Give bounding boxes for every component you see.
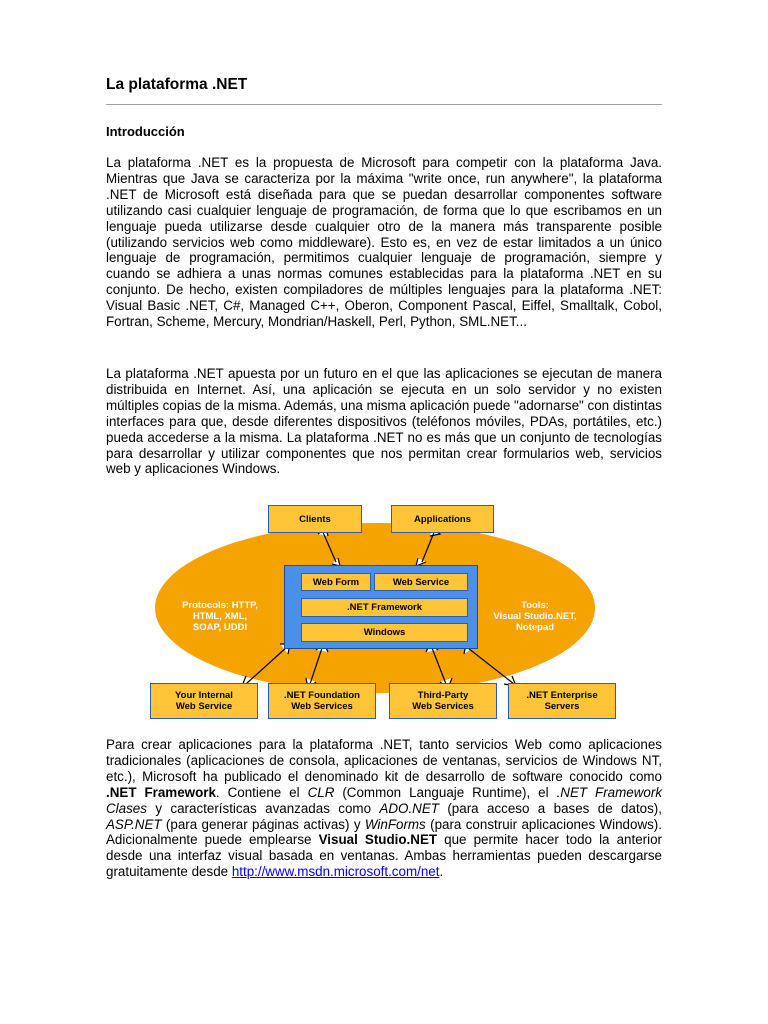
text-run: . Contiene el xyxy=(215,784,308,800)
net-framework-label: .NET Framework xyxy=(347,602,422,613)
title-divider xyxy=(106,104,662,105)
windows-box xyxy=(301,623,468,642)
enterprise-servers-box xyxy=(508,683,616,719)
text-run: (para construir aplicaciones Windows). Adicionalmente puede emplearse xyxy=(106,816,662,848)
clients-label: Clients xyxy=(299,513,331,525)
italic-clr: CLR xyxy=(307,784,335,800)
tools-line: Tools: xyxy=(521,600,549,611)
paragraph-distributed: La plataforma .NET apuesta por un futuro en el que las aplicaciones se ejecutan de manera distribuida en Internet. Así, una aplicación se ejecuta en un solo servidor y no existen múltiples copias de la misma. Además, una misma aplicación puede "adornarse" con distintas interfaces para que, desde diferentes dispositivos (teléfonos móviles, PDAs, portátiles, etc.) pueda accederse a la misma. La plataforma .NET no es más que un conjunto de tecnologías para desarrollar y utilizar componentes que nos permitan crear formularios web, servicios web y aplicaciones Windows. xyxy=(106,366,662,477)
tools-line: Notepad xyxy=(516,622,554,633)
protocols-label xyxy=(170,600,270,633)
tools-label xyxy=(484,600,586,633)
third-party-web-services-box xyxy=(389,683,497,719)
italic-winforms: WinForms xyxy=(364,816,426,832)
enterprise-servers-label xyxy=(526,690,597,712)
text-run: Para crear aplicaciones para la plataforma .NET, tanto servicios Web como aplicaciones tradicionales (aplicaciones de consola, aplicaciones de ventanas, servicios de Windows NT, etc.), Microsoft ha publicado el denominado kit de desarrollo de software conocido como xyxy=(106,737,662,784)
protocols-line: HTML, XML, xyxy=(192,611,248,622)
text-run: (para generar páginas activas) y xyxy=(161,816,365,832)
foundation-web-services-label xyxy=(284,690,360,712)
label-line: Servers xyxy=(544,701,580,712)
text-run: . xyxy=(439,864,444,880)
web-service-label: Web Service xyxy=(392,576,450,588)
label-line: Web Services xyxy=(412,701,474,712)
paragraph-framework xyxy=(106,737,662,880)
page-title: La plataforma .NET xyxy=(106,76,248,93)
internal-web-service-box xyxy=(150,683,258,719)
text-run: (para acceso a bases de datos), xyxy=(438,800,662,816)
tools-line: Visual Studio.NET, xyxy=(493,611,577,622)
clients-box xyxy=(268,505,362,533)
applications-label: Applications xyxy=(413,513,471,525)
label-line: .NET Foundation xyxy=(284,690,360,701)
label-line: Web Services xyxy=(291,701,353,712)
protocols-line: Protocols: HTTP, xyxy=(182,600,258,611)
bold-visual-studio: Visual Studio.NET xyxy=(318,832,438,848)
web-form-box xyxy=(301,573,371,591)
bold-net-framework: .NET Framework xyxy=(106,784,216,800)
label-line: Third-Party xyxy=(417,690,469,701)
msdn-link[interactable]: http://www.msdn.microsoft.com/net xyxy=(231,864,440,880)
web-service-box xyxy=(374,573,468,591)
third-party-web-services-label xyxy=(412,690,474,712)
italic-asp-net: ASP.NET xyxy=(106,816,162,832)
net-framework-box xyxy=(301,598,468,617)
label-line: Web Service xyxy=(175,701,233,712)
italic-ado-net: ADO.NET xyxy=(379,800,439,816)
web-form-label: Web Form xyxy=(312,576,360,588)
net-architecture-diagram xyxy=(150,500,600,722)
text-run: (Common Languaje Runtime), el xyxy=(334,784,557,800)
section-heading: Introducción xyxy=(106,124,185,139)
windows-label: Windows xyxy=(363,627,406,638)
internal-web-service-label xyxy=(175,690,233,712)
text-run: que permite hacer todo la anterior desde una interfaz visual basada en ventanas. Ambas herramientas pueden descargarse gratuitamente desde xyxy=(106,832,663,880)
italic-framework-clases: .NET Framework Clases xyxy=(106,784,663,816)
label-line: .NET Enterprise xyxy=(526,690,598,701)
protocols-line: SOAP, UDDI xyxy=(192,622,248,633)
paragraph-intro: La plataforma .NET es la propuesta de Microsoft para competir con la plataforma Java. Mientras que Java se caracteriza por la máxima "write once, run anywhere", la plataforma .NET de Microsoft está diseñada para que se puedan desarrollar componentes software utilizando casi cualquier lenguaje de programación, de forma que lo que escribamos en un lenguaje pueda utilizarse desde cualquier otro de la manera más transparente posible (utilizando servicios web como middleware). Esto es, en vez de estar limitados a un único lenguaje de programación, permitimos cualquier lenguaje de programación, siempre y cuando se adhiera a unas normas comunes establecidas para la plataforma .NET en su conjunto. De hecho, existen compiladores de múltiples lenguajes para la plataforma .NET: Visual Basic .NET, C#, Managed C++, Oberon, Component Pascal, Eiffel, Smalltalk, Cobol, Fortran, Scheme, Mercury, Mondrian/Haskell, Perl, Python, SML.NET... xyxy=(106,155,662,330)
foundation-web-services-box xyxy=(268,683,376,719)
applications-box xyxy=(391,505,494,533)
label-line: Your Internal xyxy=(175,690,233,701)
text-run: y características avanzadas como xyxy=(146,800,380,816)
